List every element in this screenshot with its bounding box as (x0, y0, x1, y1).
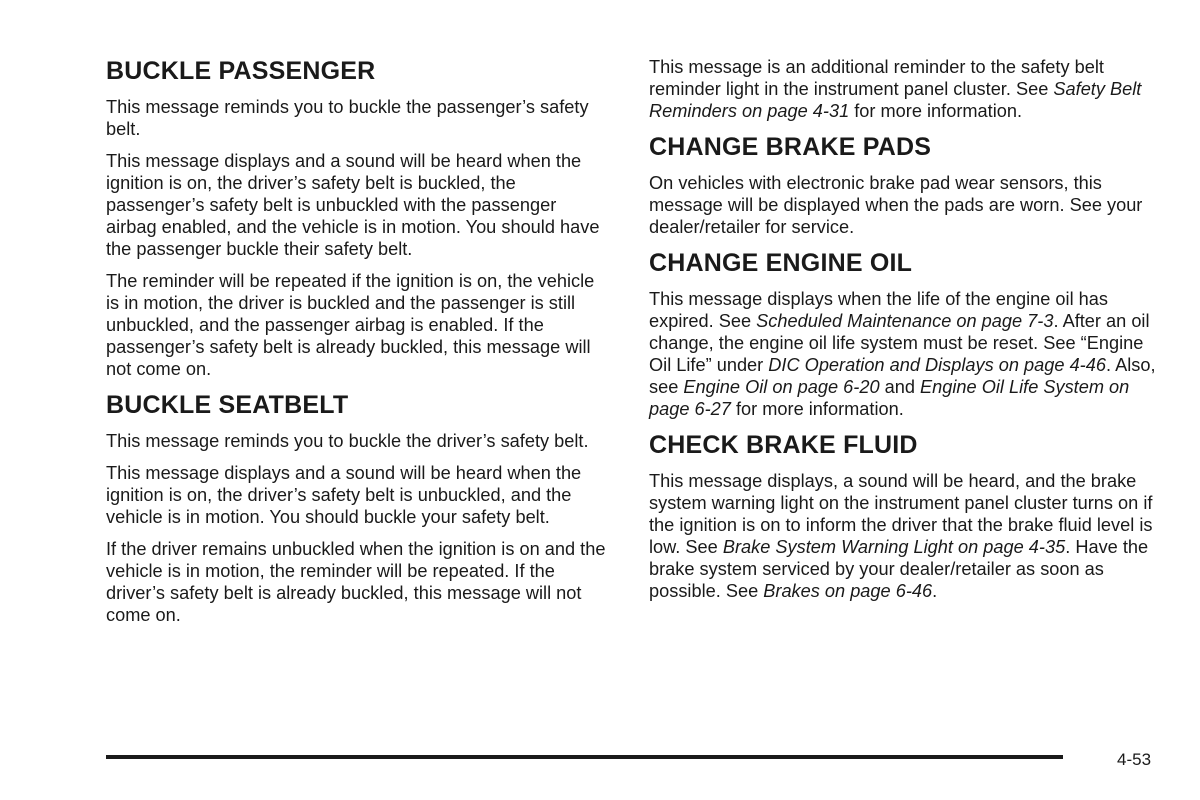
paragraph: This message is an additional reminder to the safety belt reminder light in the instrument panel cluster. See Safety Belt Reminders on page 4-31 for more information. (649, 57, 1142, 121)
paragraph: This message displays, a sound will be heard, and the brake system warning light on the instrument panel cluster turns on if the ignition is on to inform the driver that the brake fluid level is low. See Brake System Warning Light on page 4-35. Have the brake system serviced by your dealer/retailer as soon as possible. See Brakes on page 6-46. (649, 471, 1153, 601)
paragraph: This message displays and a sound will be heard when the ignition is on, the driver’s safety belt is unbuckled, and the vehicle is in motion. You should buckle your safety belt. (106, 463, 582, 527)
page-number: 4-53 (1117, 750, 1152, 769)
paragraph: This message displays and a sound will be heard when the ignition is on, the driver’s safety belt is buckled, the passenger’s safety belt is unbuckled with the passenger airbag enabled, and the vehicle is in motion. You should have the passenger buckle their safety belt. (106, 151, 600, 259)
heading-buckle-seatbelt: BUCKLE SEATBELT (106, 391, 349, 419)
heading-buckle-passenger: BUCKLE PASSENGER (106, 57, 376, 85)
cross-reference: Engine Oil Life System on page 6-27 (649, 377, 1130, 419)
cross-reference: Brake System Warning Light on page 4-35 (722, 537, 1066, 557)
heading-change-engine-oil: CHANGE ENGINE OIL (649, 249, 913, 277)
cross-reference: Safety Belt Reminders on page 4-31 (649, 79, 1142, 121)
paragraph: This message reminds you to buckle the driver’s safety belt. (106, 431, 589, 451)
heading-check-brake-fluid: CHECK BRAKE FLUID (649, 431, 918, 459)
paragraph: This message displays when the life of the engine oil has expired. See Scheduled Maintenance on page 7-3. After an oil change, the engine oil life system must be reset. See “Engine Oil Life” under DIC Operation and Displays on page 4-46. Also, see Engine Oil on page 6-20 and Engine Oil Life System on page 6-27 for more information. (649, 289, 1156, 419)
footer-rule (106, 755, 1063, 759)
heading-change-brake-pads: CHANGE BRAKE PADS (649, 133, 932, 161)
paragraph: If the driver remains unbuckled when the ignition is on and the vehicle is in motion, the reminder will be repeated. If the driver’s safety belt is already buckled, this message will not come on. (106, 539, 606, 625)
right-column (649, 56, 1161, 612)
paragraph: The reminder will be repeated if the ignition is on, the vehicle is in motion, the driver is buckled and the passenger is still unbuckled, and the passenger airbag is enabled. If the passenger’s safety belt is already buckled, this message will not come on. (106, 271, 595, 379)
left-column (106, 56, 606, 636)
paragraph: On vehicles with electronic brake pad wear sensors, this message will be displayed when the pads are worn. See your dealer/retailer for service. (649, 173, 1143, 237)
paragraph: This message reminds you to buckle the passenger’s safety belt. (106, 97, 589, 139)
cross-reference: DIC Operation and Displays on page 4-46 (768, 355, 1106, 375)
cross-reference: Brakes on page 6-46 (763, 581, 933, 601)
cross-reference: Engine Oil on page 6-20 (683, 377, 880, 397)
cross-reference: Scheduled Maintenance on page 7-3 (756, 311, 1054, 331)
